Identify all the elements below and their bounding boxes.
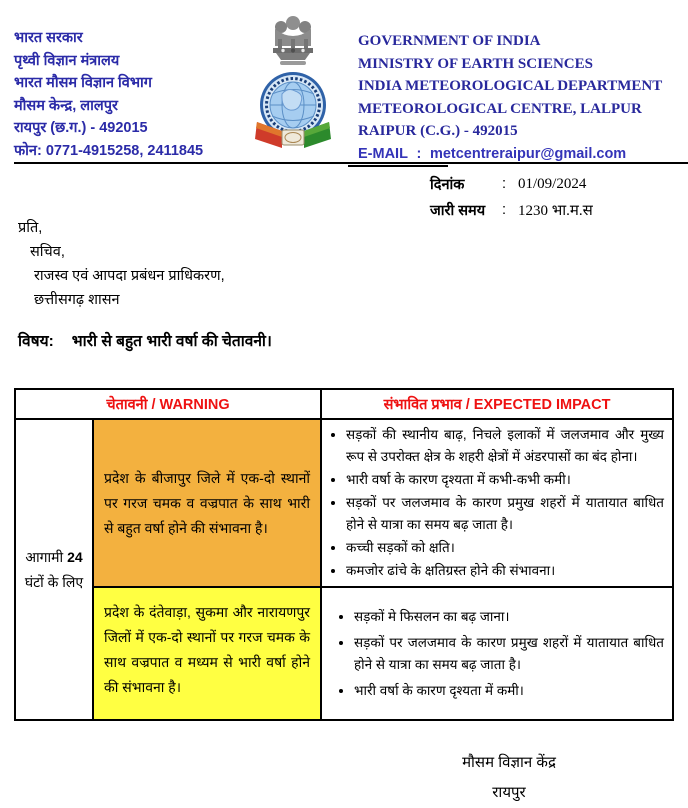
email-label: E-MAIL [358,145,408,162]
impact-cell-row2 [321,587,673,720]
header-left-hindi [14,27,244,162]
date-colon: : [502,176,507,192]
email-separator: : [416,145,422,162]
issue-time-row [430,197,593,223]
impact-item: • कमजोर ढांचे के क्षतिग्रस्त होने की संभावना। [346,560,664,582]
imd-emblem-logo [242,10,344,162]
warning-column-header: चेतावनी / WARNING [15,389,321,419]
validity-line-2: घंटों के लिए [24,573,84,590]
signature-office: मौसम विज्ञान केंद्र [462,754,556,771]
city-pincode-english: RAIPUR (C.G.) - 492015 [358,123,518,140]
warning-cell-row1 [93,419,321,587]
impact-item: • सड़कों की स्थानीय बाढ़, निचले इलाकों में जलजमाव और मुख्य रूप से उपरोक्त क्षेत्र के शहरी क्षेत्रों में अंडरपासों का बंद होना। [346,424,664,468]
issue-time-value: 1230 भा.म.स [518,203,593,219]
date-time-block [430,171,593,223]
signature-block [413,748,605,808]
validity-hours-number: 24 [67,548,83,565]
signature-city: रायपुर [492,784,526,801]
ministry-english: MINISTRY OF EARTH SCIENCES [358,55,593,72]
impact-item: • भारी वर्षा के कारण दृश्यता में कमी। [354,680,664,702]
warning-text-row2: प्रदेश के दंतेवाड़ा, सुकमा और नारायणपुर जिलों में एक-दो स्थानों पर गरज चमक के साथ वज्रपात व मध्यम से भारी वर्षा होने की संभावना है। [104,604,311,695]
impact-item: • कच्ची सड़कों को क्षति। [346,537,664,559]
centre-hindi: मौसम केन्द्र, लालपुर [14,97,118,114]
ashoka-lions-icon [273,16,313,65]
department-english: INDIA METEOROLOGICAL DEPARTMENT [358,78,663,95]
department-hindi: भारत मौसम विज्ञान विभाग [14,75,152,91]
subject-text: भारी से बहुत भारी वर्षा की चेतावनी। [71,333,272,350]
date-row [430,171,593,197]
recipient-authority: राजस्व एवं आपदा प्रबंधन प्राधिकरण, [34,268,225,284]
table-row [15,419,673,587]
govt-of-india-hindi: भारत सरकार [14,30,83,46]
header-divider-thick-segment [348,165,448,167]
impact-column-header: संभावित प्रभाव / EXPECTED IMPACT [321,389,673,419]
impact-cell-row1 [321,419,673,587]
validity-word: आगामी [25,548,64,565]
table-header-row [15,389,673,419]
warning-text-row1: प्रदेश के बीजापुर जिले में एक-दो स्थानों पर गरज चमक व वज्रपात के साथ भारी से बहुत वर्षा होने की संभावना है। [104,469,311,536]
subject-line [18,329,272,351]
govt-of-india-english: GOVERNMENT OF INDIA [358,33,541,49]
table-row [15,587,673,720]
recipient-to: प्रति, [18,220,43,236]
subject-label: विषय: [18,333,54,350]
impact-item: • सड़कों मे फिसलन का बढ़ जाना। [354,606,664,628]
recipient-block [18,216,225,312]
issue-time-label: जारी समय [430,203,486,219]
recipient-designation: सचिव, [30,244,65,260]
header-right-english [358,30,688,166]
impact-item: • सड़कों पर जलजमाव के कारण प्रमुख शहरों में यातायात बाधित होने से यात्रा का समय बढ़ जाता है। [354,632,664,676]
date-value: 01/09/2024 [518,175,587,192]
header-divider-line [14,162,688,164]
email-address: metcentreraipur@gmail.com [429,145,627,162]
impact-list-row1 [326,424,664,582]
impact-item: • सड़कों पर जलजमाव के कारण प्रमुख शहरों में यातायात बाधित होने से यात्रा का समय बढ़ जाता है। [346,492,664,536]
warning-cell-row2 [93,587,321,720]
date-label: दिनांक [430,177,465,193]
validity-cell [15,419,93,720]
centre-english: METEOROLOGICAL CENTRE, LALPUR [358,100,642,117]
city-pincode-hindi: रायपुर (छ.ग.) - 492015 [14,120,148,136]
warning-table [14,388,674,721]
issue-time-colon: : [502,202,507,218]
impact-item: • भारी वर्षा के कारण दृश्यता में कभी-कभी कमी। [346,469,664,491]
impact-list-row2 [326,606,664,702]
recipient-government: छत्तीसगढ़ शासन [34,292,120,308]
phone-numbers: फोन: 0771-4915258, 2411845 [14,142,204,159]
ministry-hindi: पृथ्वी विज्ञान मंत्रालय [14,52,120,69]
validity-line-1 [17,545,91,570]
